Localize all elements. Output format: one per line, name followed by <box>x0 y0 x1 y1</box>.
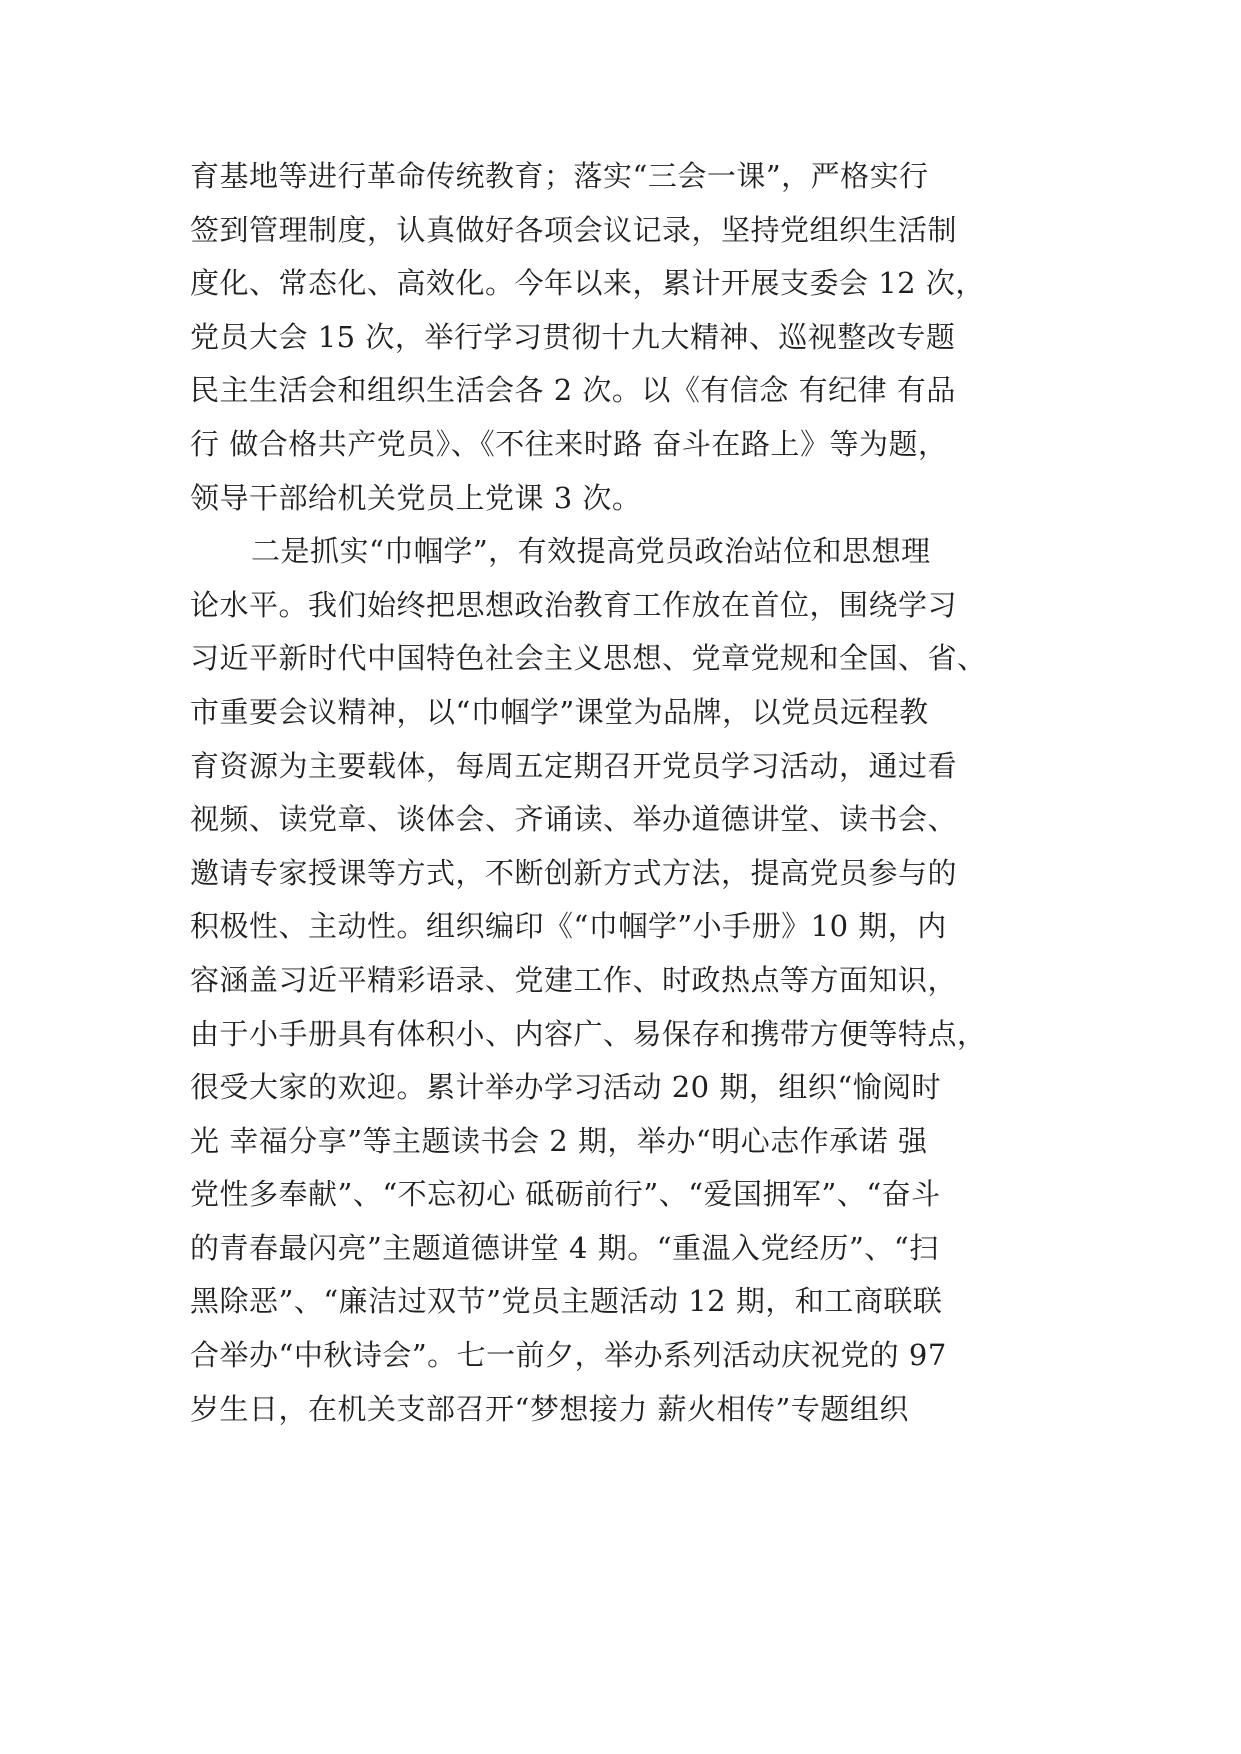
text-line: 民主生活会和组织生活会各 2 次。以《有信念 有纪律 有品 <box>190 373 956 408</box>
text-line: 育基地等进行革命传统教育；落实“三会一课”，严格实行 <box>190 159 929 193</box>
text-line: 度化、常态化、高效化。今年以来，累计开展支委会 12 次， <box>190 266 985 301</box>
text-line: 黑除恶”、“廉洁过双节”党员主题活动 12 期，和工商联联 <box>190 1284 943 1319</box>
text-line: 很受大家的欢迎。累计举办学习活动 20 期，组织“愉阅时 <box>190 1070 942 1105</box>
text-line: 视频、读党章、谈体会、齐诵读、举办道德讲堂、读书会、 <box>190 802 958 837</box>
text-line: 容涵盖习近平精彩语录、党建工作、时政热点等方面知识， <box>190 962 958 997</box>
text-line: 由于小手册具有体积小、内容广、易保存和携带方便等特点， <box>190 1016 987 1051</box>
text-line: 领导干部给机关党员上党课 3 次。 <box>190 480 642 515</box>
text-line: 党性多奉献”、“不忘初心 砥砺前行”、“爱国拥军”、“奋斗 <box>190 1177 941 1212</box>
text-line: 育资源为主要载体，每周五定期召开党员学习活动，通过看 <box>190 748 958 783</box>
text-line: 邀请专家授课等方式，不断创新方式方法，提高党员参与的 <box>190 855 958 890</box>
text-line: 的青春最闪亮”主题道德讲堂 4 期。“重温入党经历”、“扫 <box>190 1230 939 1265</box>
body-text <box>190 150 1070 1436</box>
text-line: 合举办“中秋诗会”。七一前夕，举办系列活动庆祝党的 97 <box>190 1338 947 1373</box>
paragraph-start-line: 二是抓实“巾帼学”，有效提高党员政治站位和思想理 <box>251 534 931 569</box>
text-line: 习近平新时代中国特色社会主义思想、党章党规和全国、省、 <box>190 641 987 676</box>
text-line: 行 做合格共产党员》、《不往来时路 奋斗在路上》等为题， <box>190 426 948 461</box>
text-line: 论水平。我们始终把思想政治教育工作放在首位，围绕学习 <box>190 587 958 622</box>
text-line: 积极性、主动性。组织编印《“巾帼学”小手册》10 期，内 <box>190 909 947 944</box>
text-line: 光 幸福分享”等主题读书会 2 期，举办“明心志作承诺 强 <box>190 1123 928 1158</box>
text-line: 市重要会议精神，以“巾帼学”课堂为品牌，以党员远程教 <box>190 694 929 729</box>
text-line: 党员大会 15 次，举行学习贯彻十九大精神、巡视整改专题 <box>190 319 956 354</box>
text-line: 岁生日，在机关支部召开“梦想接力 薪火相传”专题组织 <box>190 1391 909 1426</box>
text-line: 签到管理制度，认真做好各项会议记录，坚持党组织生活制 <box>190 212 958 247</box>
